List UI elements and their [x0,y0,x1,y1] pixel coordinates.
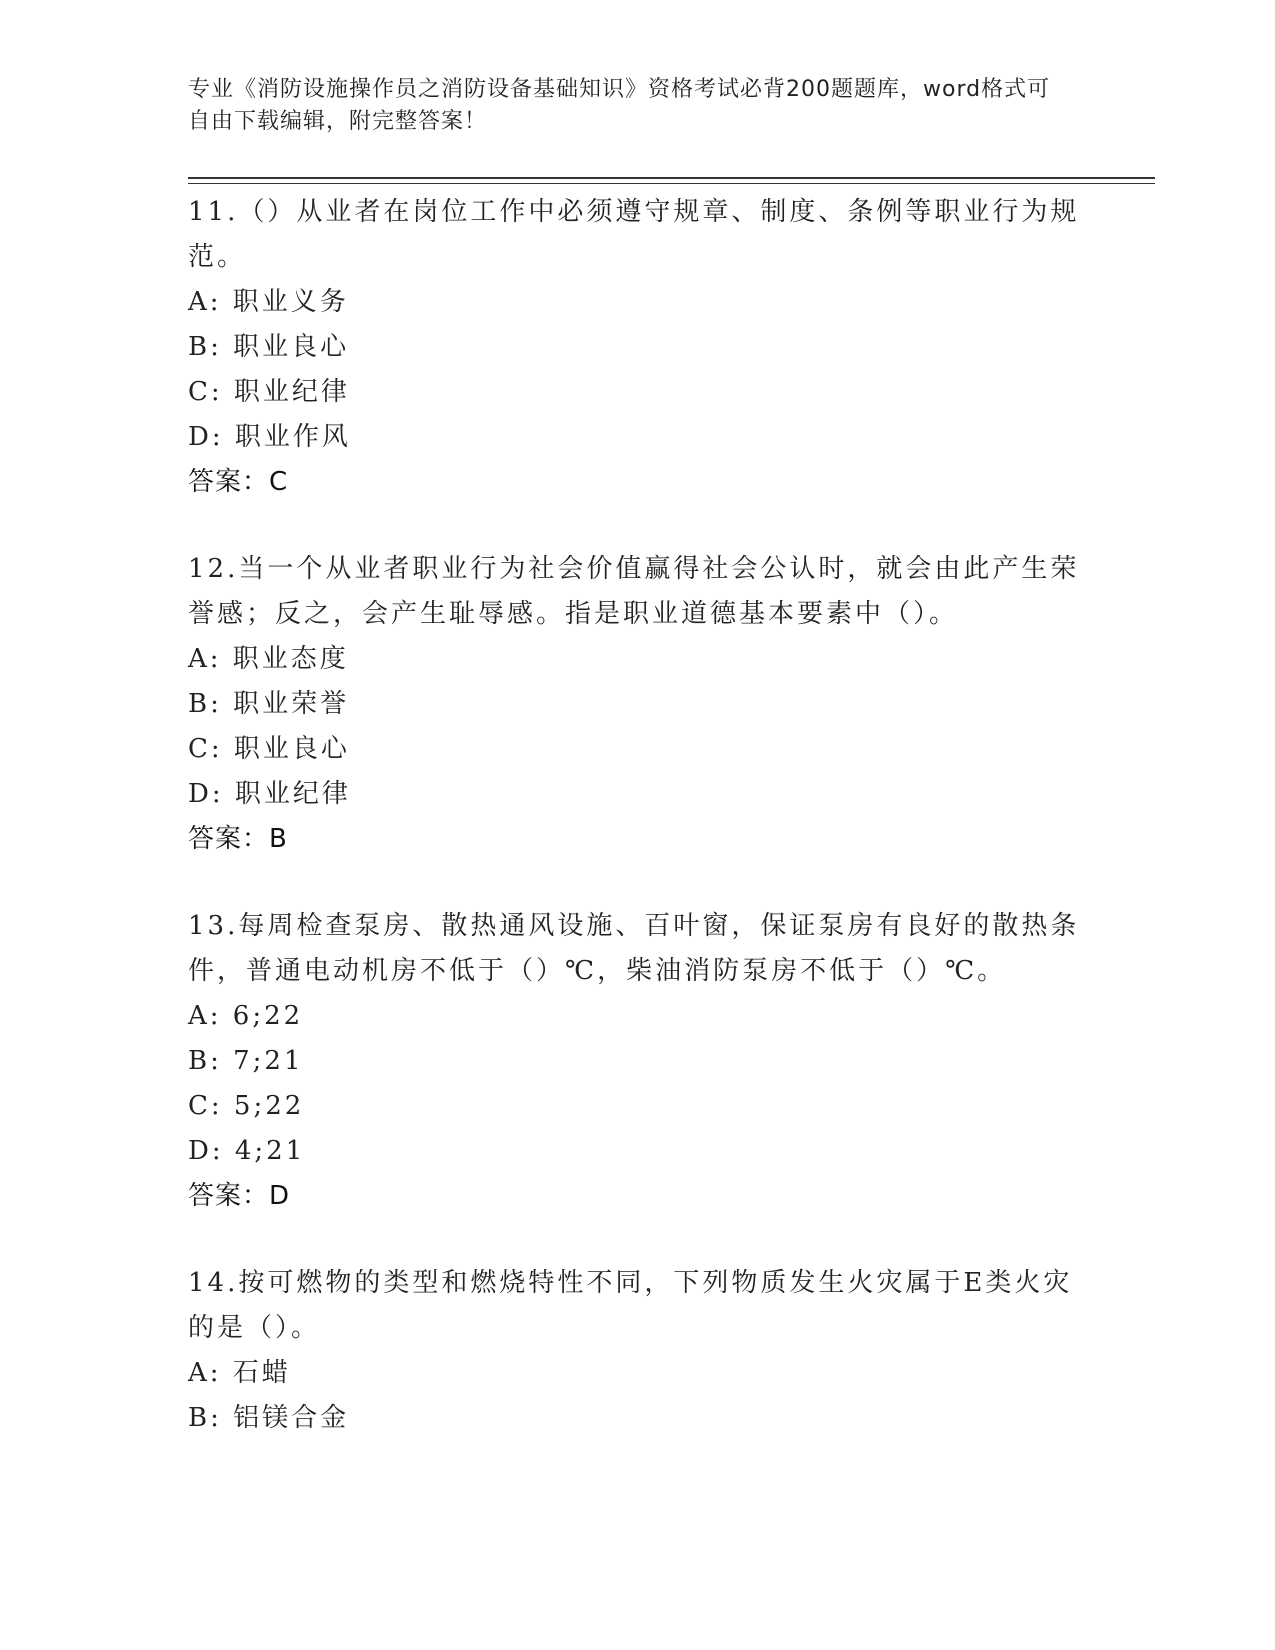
document-header: 专业《消防设施操作员之消防设备基础知识》资格考试必背200题题库，word格式可自由下载编辑，附完整答案！ [188,77,1051,134]
question-14 [188,1261,1088,1441]
option-b: B: 7;21 [188,1046,304,1076]
option-a: A: 职业义务 [188,287,349,317]
option-b: B: 铝镁合金 [188,1403,350,1433]
question-text: 13.每周检查泵房、散热通风设施、百叶窗，保证泵房有良好的散热条件，普通电动机房不低于（）℃，柴油消防泵房不低于（）℃。 [188,911,1080,986]
option-c: C: 职业良心 [188,734,350,764]
option-c: C: 职业纪律 [188,377,350,407]
question-text: 14.按可燃物的类型和燃烧特性不同，下列物质发生火灾属于E类火灾的是（）。 [188,1268,1073,1343]
header-divider-thin [188,183,1155,184]
question-12 [188,547,1088,862]
question-13 [188,904,1088,1219]
option-b: B: 职业良心 [188,332,350,362]
option-d: D: 职业作风 [188,422,351,452]
header-divider-thick [188,177,1155,179]
option-d: D: 职业纪律 [188,779,351,809]
option-a: A: 6;22 [188,1001,304,1031]
option-c: C: 5;22 [188,1091,305,1121]
option-d: D: 4;21 [188,1136,306,1166]
question-text: 11.（）从业者在岗位工作中必须遵守规章、制度、条例等职业行为规范。 [188,197,1080,272]
question-list [188,190,1088,1483]
option-a: A: 职业态度 [188,644,349,674]
question-text: 12.当一个从业者职业行为社会价值赢得社会公认时，就会由此产生荣誉感；反之，会产生耻辱感。指是职业道德基本要素中（）。 [188,554,1080,629]
answer: 答案：C [188,467,289,497]
question-11 [188,190,1088,505]
answer: 答案：D [188,1181,291,1211]
option-b: B: 职业荣誉 [188,689,350,719]
answer: 答案：B [188,824,288,854]
option-a: A: 石蜡 [188,1358,291,1388]
